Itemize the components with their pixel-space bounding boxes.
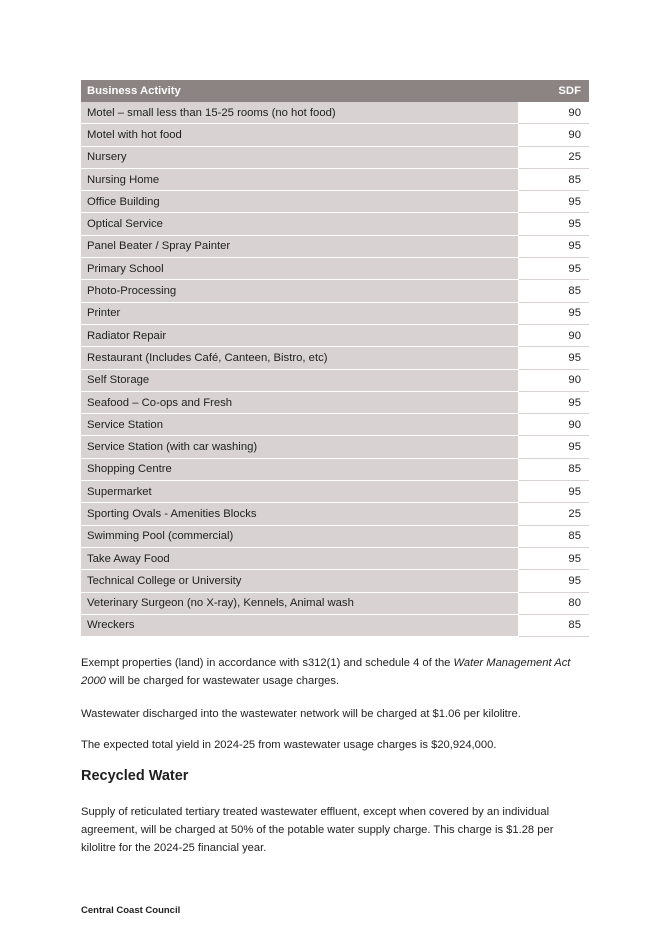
sdf-value-cell: 85 [518,525,589,547]
table-row [81,258,589,280]
table-header-row [81,80,589,102]
table-row [81,168,589,190]
sdf-value-cell: 90 [518,324,589,346]
table-row [81,525,589,547]
sdf-value-cell: 95 [518,391,589,413]
table-row [81,592,589,614]
business-activity-cell: Service Station [81,414,518,436]
business-activity-cell: Motel – small less than 15-25 rooms (no hot food) [81,102,518,124]
table-row [81,347,589,369]
sdf-value-cell: 95 [518,547,589,569]
table-row [81,191,589,213]
table-row [81,302,589,324]
sdf-value-cell: 95 [518,235,589,257]
table-row [81,102,589,124]
sdf-value-cell: 90 [518,414,589,436]
business-activity-cell: Photo-Processing [81,280,518,302]
business-activity-cell: Nursing Home [81,168,518,190]
sdf-value-cell: 85 [518,168,589,190]
table-row [81,324,589,346]
sdf-value-cell: 90 [518,124,589,146]
table-row [81,124,589,146]
business-activity-cell: Printer [81,302,518,324]
business-activity-cell: Office Building [81,191,518,213]
business-activity-cell: Seafood – Co-ops and Fresh [81,391,518,413]
exempt-act-title: Water Management Act 2000 [81,657,571,687]
sdf-value-cell: 95 [518,481,589,503]
business-activity-cell: Take Away Food [81,547,518,569]
business-activity-cell: Veterinary Surgeon (no X-ray), Kennels, Animal wash [81,592,518,614]
table-row [81,547,589,569]
sdf-value-cell: 95 [518,436,589,458]
business-activity-cell: Sporting Ovals - Amenities Blocks [81,503,518,525]
header-business-activity: Business Activity [81,80,518,102]
sdf-value-cell: 95 [518,213,589,235]
sdf-value-cell: 90 [518,102,589,124]
exempt-text-post: will be charged for wastewater usage charges. [105,675,340,687]
footer-organisation: Central Coast Council [81,905,181,916]
sdf-value-cell: 85 [518,614,589,636]
sdf-value-cell: 85 [518,280,589,302]
sdf-value-cell: 80 [518,592,589,614]
table-row [81,146,589,168]
business-activity-cell: Optical Service [81,213,518,235]
exempt-paragraph [81,654,581,690]
sdf-value-cell: 95 [518,570,589,592]
sdf-value-cell: 85 [518,458,589,480]
sdf-value-cell: 25 [518,146,589,168]
discharge-paragraph: Wastewater discharged into the wastewater network will be charged at $1.06 per kilolitre. [81,708,521,720]
business-activity-cell: Motel with hot food [81,124,518,146]
table-row [81,436,589,458]
business-activity-cell: Technical College or University [81,570,518,592]
business-activity-cell: Self Storage [81,369,518,391]
business-activity-cell: Swimming Pool (commercial) [81,525,518,547]
header-sdf: SDF [518,80,589,102]
business-activity-cell: Service Station (with car washing) [81,436,518,458]
table-row [81,391,589,413]
table-body [81,102,589,637]
business-activity-cell: Radiator Repair [81,324,518,346]
sdf-value-cell: 90 [518,369,589,391]
table-row [81,235,589,257]
exempt-text-pre: Exempt properties (land) in accordance with s312(1) and schedule 4 of the [81,657,454,669]
table-row [81,414,589,436]
recycled-water-paragraph: Supply of reticulated tertiary treated wastewater effluent, except when covered by an individual agreement, will be charged at 50% of the potable water supply charge. This charge is $1.28 per kilolitre for the 2024-25 financial year. [81,806,554,854]
business-activity-cell: Supermarket [81,481,518,503]
sdf-value-cell: 25 [518,503,589,525]
table-row [81,570,589,592]
business-activity-cell: Wreckers [81,614,518,636]
sdf-value-cell: 95 [518,302,589,324]
sdf-value-cell: 95 [518,258,589,280]
yield-paragraph: The expected total yield in 2024-25 from wastewater usage charges is $20,924,000. [81,739,497,751]
recycled-water-heading: Recycled Water [81,768,189,784]
business-activity-cell: Restaurant (Includes Café, Canteen, Bistro, etc) [81,347,518,369]
table-row [81,614,589,636]
table-row [81,213,589,235]
business-activity-cell: Shopping Centre [81,458,518,480]
business-activity-cell: Primary School [81,258,518,280]
table-row [81,280,589,302]
table-row [81,481,589,503]
table-row [81,369,589,391]
sdf-value-cell: 95 [518,191,589,213]
sdf-table [81,80,589,637]
business-activity-cell: Panel Beater / Spray Painter [81,235,518,257]
table-row [81,458,589,480]
sdf-value-cell: 95 [518,347,589,369]
business-activity-cell: Nursery [81,146,518,168]
table-row [81,503,589,525]
